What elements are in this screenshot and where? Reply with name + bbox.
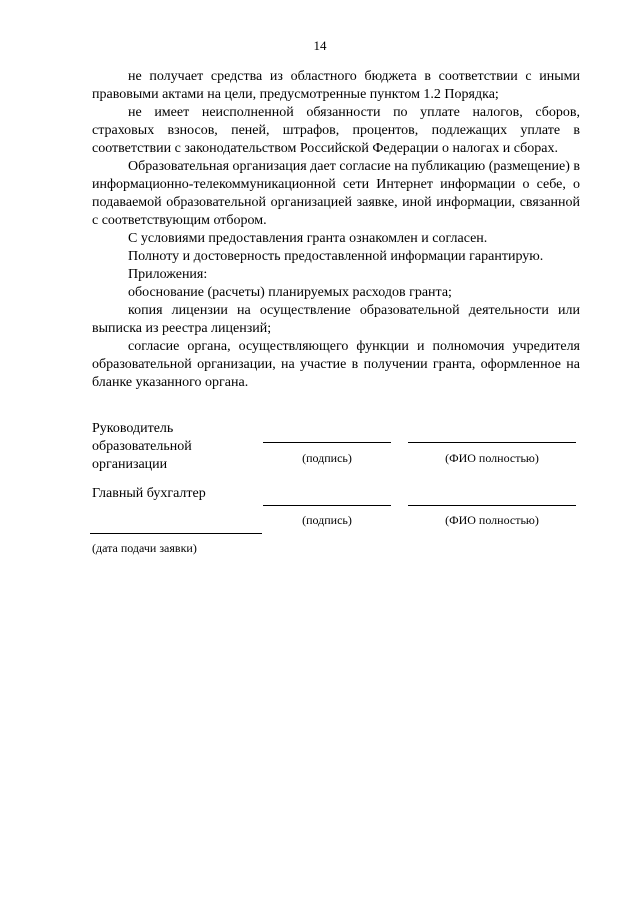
- head-name-caption: (ФИО полностью): [445, 451, 539, 465]
- paragraph-tax-obligations: не имеет неисполненной обязанности по уплате налогов, сборов, страховых взносов, пеней, штрафов, процентов, подлежащих уплате в соответствии с законодательством Российской Федерации о налогах и сборах.: [92, 105, 580, 156]
- paragraph-attachment-license: копия лицензии на осуществление образовательной деятельности или выписка из реестра лицензий;: [92, 303, 580, 336]
- accountant-name-line: [408, 505, 576, 506]
- date-line: [90, 533, 262, 534]
- paragraph-attachment-founder-consent: согласие органа, осуществляющего функции и полномочия учредителя образовательной организации, на участие в получении гранта, оформленное на бланке указанного органа.: [92, 339, 580, 390]
- head-signature-label: Руководитель образовательной организации: [92, 421, 192, 472]
- paragraph-budget-funds: не получает средства из областного бюджета в соответствии с иными правовыми актами на цели, предусмотренные пунктом 1.2 Порядка;: [92, 69, 580, 102]
- head-signature-caption: (подпись): [302, 451, 352, 465]
- paragraph-accuracy-guarantee: Полноту и достоверность предоставленной информации гарантирую.: [128, 249, 544, 264]
- date-caption: (дата подачи заявки): [92, 541, 197, 555]
- paragraph-conditions-agreement: С условиями предоставления гранта ознакомлен и согласен.: [128, 231, 488, 246]
- head-name-line: [408, 442, 576, 443]
- paragraph-publication-consent: Образовательная организация дает согласие на публикацию (размещение) в информационно-телекоммуникационной сети Интернет информации о себе, о подаваемой образовательной организацией заявке, иной информации, связанной с соответствующим отбором.: [92, 159, 580, 228]
- accountant-signature-line: [263, 505, 391, 506]
- accountant-signature-label: Главный бухгалтер: [92, 486, 206, 501]
- page-number: 14: [313, 38, 327, 53]
- paragraph-attachment-justification: обоснование (расчеты) планируемых расходов гранта;: [128, 285, 452, 300]
- accountant-signature-caption: (подпись): [302, 513, 352, 527]
- paragraph-attachments-heading: Приложения:: [128, 267, 208, 282]
- accountant-name-caption: (ФИО полностью): [445, 513, 539, 527]
- document-body: [92, 68, 580, 392]
- head-signature-line: [263, 442, 391, 443]
